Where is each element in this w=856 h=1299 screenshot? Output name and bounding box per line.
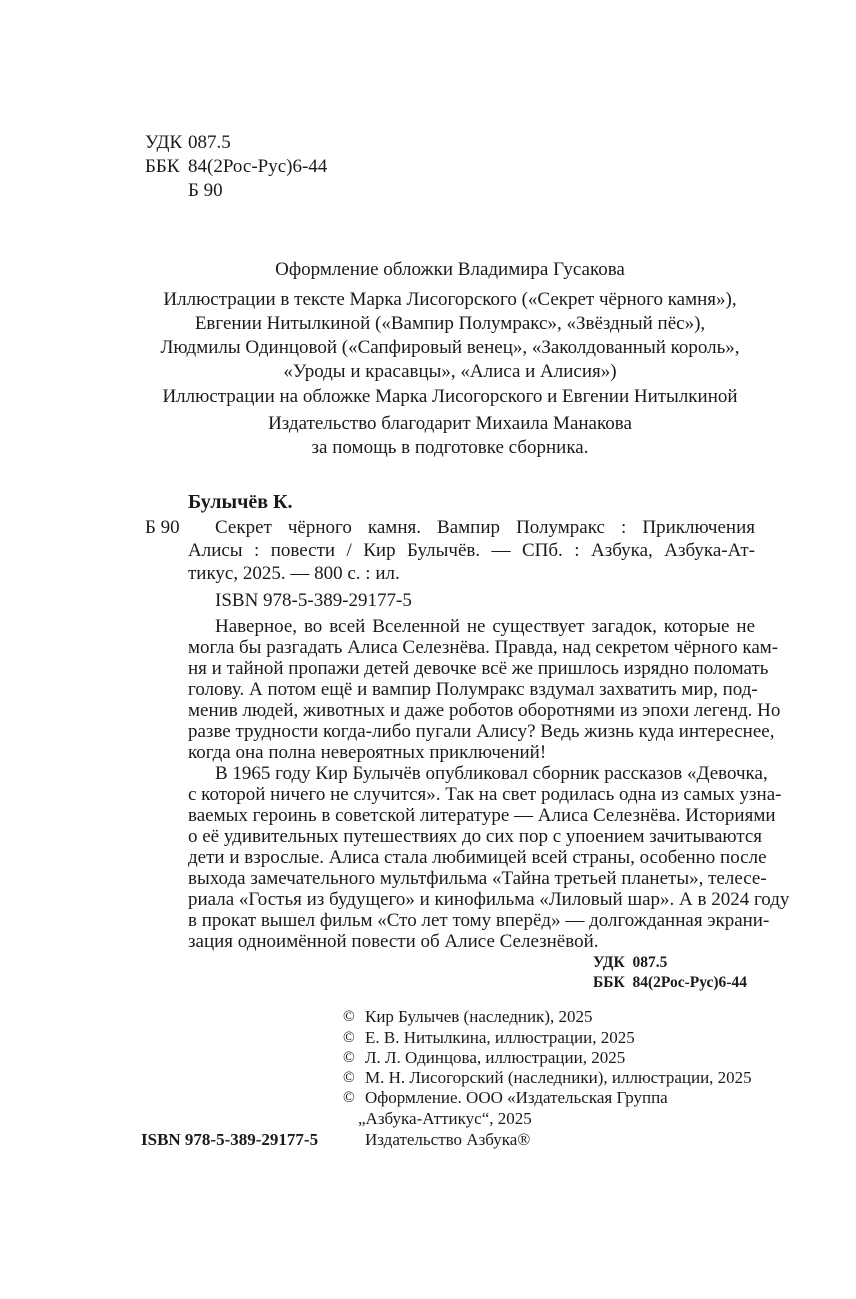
annotation-line: могла бы разгадать Алиса Селезнёва. Правда, над секретом чёрного кам- <box>188 637 779 658</box>
annotation-line: Наверное, во всей Вселенной не существует загадок, которые не <box>215 616 755 637</box>
copyright-line: Е. В. Нитылкина, иллюстрации, 2025 <box>365 1028 635 1047</box>
annotation-line: В 1965 году Кир Булычёв опубликовал сборник рассказов «Девочка, <box>215 763 768 784</box>
copyright-icon: © <box>343 1008 355 1025</box>
copyright-icon: © <box>343 1029 355 1046</box>
credit-line: Оформление обложки Владимира Гусакова <box>275 259 625 280</box>
copyright-line: Оформление. ООО «Издательская Группа <box>365 1088 668 1107</box>
catalog-line: тикус, 2025. — 800 с. : ил. <box>188 563 400 584</box>
credit-line: Людмилы Одинцовой («Сапфировый венец», «Заколдованный король», <box>160 337 740 358</box>
bbk-value: 84(2Рос-Рус)6-44 <box>188 156 328 177</box>
copyright-line: Кир Булычев (наследник), 2025 <box>365 1007 593 1026</box>
copyright-icon: © <box>343 1069 355 1086</box>
catalog-mark: Б 90 <box>145 517 180 538</box>
copyright-icon: © <box>343 1089 355 1106</box>
copyright-icon: © <box>343 1049 355 1066</box>
annotation-line: с которой ничего не случится». Так на свет родилась одна из самых узна- <box>188 784 782 805</box>
annotation-line: выхода замечательного мультфильма «Тайна третьей планеты», телесе- <box>188 868 767 889</box>
catalog-author: Булычёв К. <box>188 491 293 513</box>
annotation-line: голову. А потом ещё и вампир Полумракс вздумал захватить мир, под- <box>188 679 758 700</box>
annotation-line: зация одноимённой повести об Алисе Селезнёвой. <box>188 931 599 952</box>
catalog-isbn: ISBN 978-5-389-29177-5 <box>215 590 412 611</box>
annotation-line: разве трудности когда-либо пугали Алису? Ведь жизнь куда интереснее, <box>188 721 775 742</box>
credit-line: Евгении Нитылкиной («Вампир Полумракс», «Звёздный пёс»), <box>194 313 706 334</box>
publisher: Издательство Азбука® <box>365 1130 531 1149</box>
copyright-line: М. Н. Лисогорский (наследники), иллюстрации, 2025 <box>365 1068 752 1087</box>
bbk-label: ББК <box>145 156 180 177</box>
catalog-line: Секрет чёрного камня. Вампир Полумракс : Приключения <box>215 517 755 538</box>
annotation-line: ня и тайной пропажи детей девочке всё же пришлось изрядно поломать <box>188 658 769 679</box>
annotation-line: менив людей, животных и даже роботов оборотнями из эпохи легенд. Но <box>188 700 781 721</box>
credit-line: Иллюстрации в тексте Марка Лисогорского («Секрет чёрного камня»), <box>163 289 737 310</box>
annotation-line: риала «Гостья из будущего» и кинофильма «Лиловый шар». А в 2024 году <box>188 889 790 910</box>
annotation-line: о её удивительных путешествиях до сих пор с упоением зачитываются <box>188 826 763 847</box>
credit-line: Издательство благодарит Михаила Манакова <box>268 413 632 434</box>
isbn-bottom: ISBN 978-5-389-29177-5 <box>141 1130 319 1149</box>
credit-line: за помощь в подготовке сборника. <box>311 437 589 458</box>
credit-line: «Уроды и красавцы», «Алиса и Алисия») <box>283 361 617 382</box>
udk-label: УДК <box>145 132 183 153</box>
copyright-line-cont: „Азбука-Аттикус“, 2025 <box>358 1109 532 1128</box>
author-mark: Б 90 <box>188 180 223 201</box>
annotation-line: дети и взрослые. Алиса стала любимицей всей страны, особенно после <box>188 847 767 868</box>
udk-value: 087.5 <box>188 132 231 153</box>
annotation-line: ваемых героинь в советской литературе — Алиса Селезнёва. Историями <box>188 805 776 826</box>
annotation-line: когда она полна невероятных приключений! <box>188 742 547 763</box>
footer-udk: УДК 087.5 <box>593 954 668 971</box>
catalog-line: Алисы : повести / Кир Булычёв. — СПб. : Азбука, Азбука-Ат- <box>188 540 755 561</box>
footer-bbk: ББК 84(2Рос-Рус)6-44 <box>593 974 747 991</box>
annotation-line: в прокат вышел фильм «Сто лет тому вперёд» — долгожданная экрани- <box>188 910 770 931</box>
copyright-line: Л. Л. Одинцова, иллюстрации, 2025 <box>365 1048 626 1067</box>
credit-line: Иллюстрации на обложке Марка Лисогорского и Евгении Нитылкиной <box>162 386 738 407</box>
